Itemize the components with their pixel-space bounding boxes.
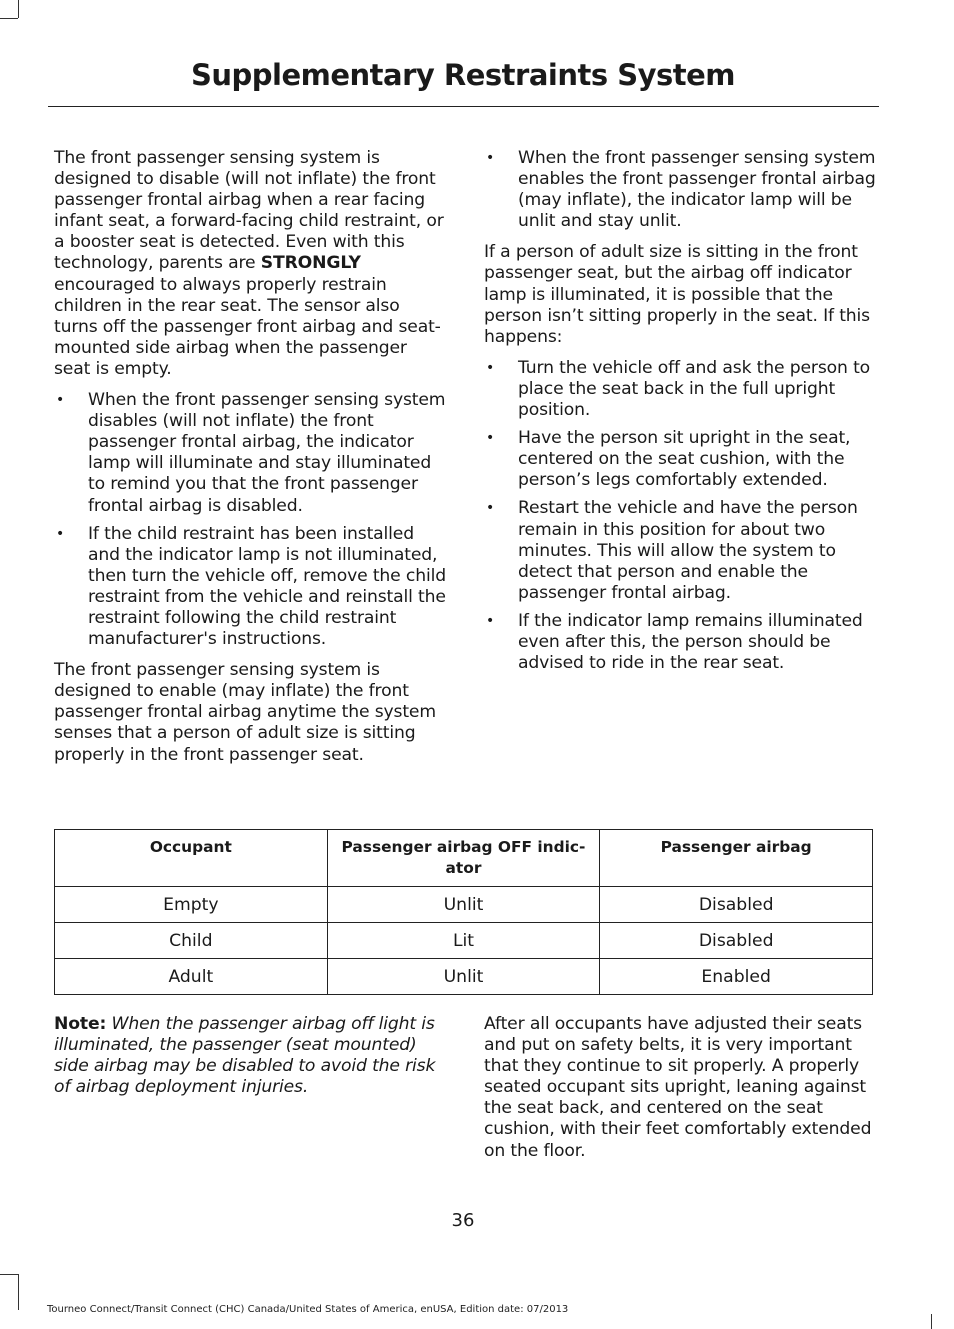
footer-edition: Tourneo Connect/Transit Connect (CHC) Canada/United States of America, enUSA, Edition date: 07/2013	[47, 1304, 569, 1315]
crop-mark	[931, 1314, 932, 1329]
list-item	[484, 498, 876, 603]
crop-mark	[0, 18, 18, 19]
cell-indicator: Lit	[327, 923, 600, 959]
intro-text: The front passenger sensing system is designed to disable (will not inflate) the front passenger frontal airbag when a rear facing infant seat, a forward-facing child restraint, or a booster seat is detected. Even with this technology, parents are	[54, 148, 444, 274]
intro-text-continued: encouraged to always properly restrain children in the rear seat. The sensor also turns off the passenger front airbag and seat-mounted side airbag when the passenger seat is empty.	[54, 274, 441, 379]
list-item	[54, 524, 446, 651]
cell-airbag: Disabled	[600, 887, 873, 923]
table-row	[55, 959, 873, 995]
left-bullet-list	[54, 390, 446, 650]
seating-paragraph: After all occupants have adjusted their seats and put on safety belts, it is very important that they continue to sit properly. A properly seated occupant sits upright, leaning against the seat back, and centered on the seat cushion, with their feet comfortably extended on the floor.	[484, 1014, 872, 1161]
list-item	[484, 611, 876, 674]
right-bullet-list	[484, 358, 876, 674]
header-passenger-airbag: Passenger airbag	[600, 830, 873, 887]
crop-mark	[18, 1274, 19, 1310]
bullet-dot-icon: •	[486, 150, 495, 166]
cell-airbag: Enabled	[600, 959, 873, 995]
right-column	[484, 148, 876, 684]
table-row	[55, 887, 873, 923]
cell-airbag: Disabled	[600, 923, 873, 959]
bullet-dot-icon: •	[56, 392, 65, 409]
table-header-row	[55, 830, 873, 887]
page-number: 36	[451, 1210, 475, 1231]
intro-paragraph	[54, 148, 446, 380]
cell-indicator: Unlit	[327, 959, 600, 995]
header-off-indicator: Passenger airbag OFF indic- ator	[327, 830, 600, 887]
emphasis-strongly: STRONGLY	[260, 253, 361, 274]
title-divider	[48, 106, 879, 107]
list-item-text: When the front passenger sensing system disables (will not inflate) the front passenger frontal airbag, the indicator lamp will illuminate and stay illuminated to remind you that the front passenger frontal airbag is disabled.	[88, 390, 446, 516]
cell-occupant: Adult	[55, 959, 328, 995]
bullet-dot-icon: •	[486, 612, 495, 629]
list-item-text: Have the person sit upright in the seat, centered on the seat cushion, with the person’s legs comfortably extended.	[518, 428, 851, 491]
list-item-text: Turn the vehicle off and ask the person to place the seat back in the full upright position.	[518, 357, 871, 421]
left-column	[54, 148, 446, 776]
right-top-bullet-list	[484, 148, 876, 232]
bullet-dot-icon: •	[486, 500, 495, 517]
bullet-dot-icon: •	[486, 430, 495, 447]
list-item-text: Restart the vehicle and have the person remain in this position for about two minutes. This will allow the system to detect that person and enable the passenger frontal airbag.	[518, 498, 858, 603]
bullet-dot-icon: •	[56, 525, 65, 542]
list-item	[484, 358, 876, 421]
list-item-text: If the child restraint has been installed and the indicator lamp is not illuminated, then turn the vehicle off, remove the child restraint from the vehicle and reinstall the restraint following the child restraint manufacturer's instructions.	[88, 523, 446, 650]
header-occupant: Occupant	[55, 830, 328, 887]
list-item	[54, 390, 446, 517]
crop-mark	[0, 1274, 18, 1275]
adult-size-paragraph: If a person of adult size is sitting in the front passenger seat, but the airbag off indicator lamp is illuminated, it is possible that the person isn’t sitting properly in the seat. If this happens:	[484, 242, 870, 347]
cell-occupant: Empty	[55, 887, 328, 923]
list-item-text: When the front passenger sensing system enables the front passenger frontal airbag (may inflate), the indicator lamp will be unlit and stay unlit.	[518, 148, 876, 232]
cell-indicator: Unlit	[327, 887, 600, 923]
note-label: Note:	[54, 1014, 107, 1034]
list-item-text: If the indicator lamp remains illuminated even after this, the person should be advised to ride in the rear seat.	[518, 610, 863, 674]
note-text: When the passenger airbag off light is illuminated, the passenger (seat mounted) side airbag may be disabled to avoid the risk of airbag deployment injuries.	[54, 1014, 436, 1098]
list-item	[484, 148, 876, 232]
crop-mark	[18, 0, 19, 18]
enable-paragraph: The front passenger sensing system is designed to enable (may inflate) the front passenger frontal airbag anytime the system senses that a person of adult size is sitting properly in the front passenger seat.	[54, 660, 436, 765]
airbag-status-table	[54, 829, 873, 995]
note-block	[54, 1014, 449, 1098]
list-item	[484, 428, 876, 491]
bullet-dot-icon: •	[486, 359, 495, 376]
table-row	[55, 923, 873, 959]
page-title: Supplementary Restraints System	[190, 58, 736, 92]
cell-occupant: Child	[55, 923, 328, 959]
